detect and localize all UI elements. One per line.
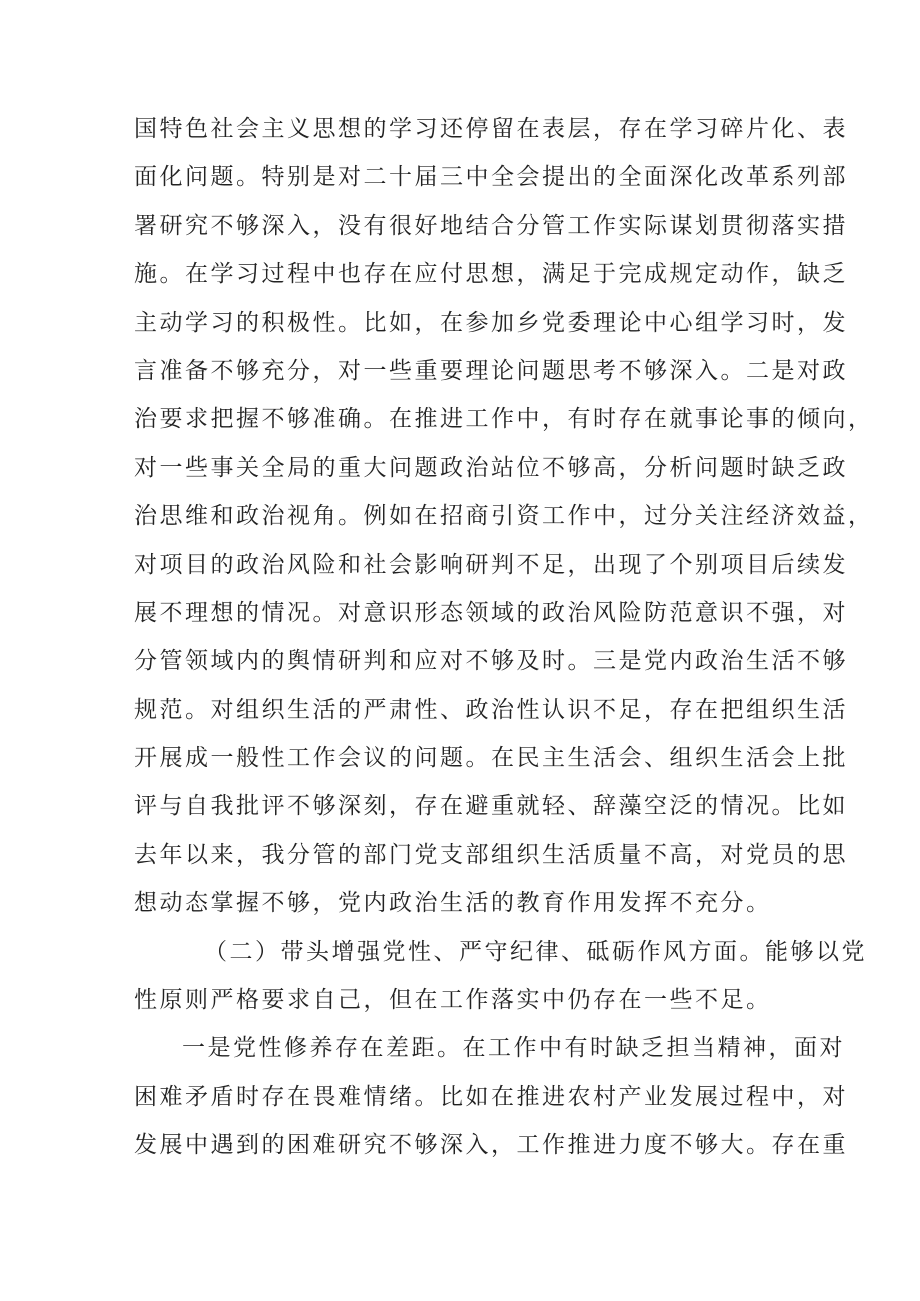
paragraph-line: （二）带头增强党性、严守纪律、砥砺作风方面。能够以党 <box>204 938 867 965</box>
paragraph-3 <box>134 1024 848 1169</box>
paragraph-line: 发展中遇到的困难研究不够深入，工作推进力度不够大。存在重 <box>134 1132 848 1159</box>
paragraph-line: 分管领域内的舆情研判和应对不够及时。三是党内政治生活不够 <box>134 648 848 675</box>
paragraph-line: 规范。对组织生活的严肃性、政治性认识不足，存在把组织生活 <box>134 696 848 723</box>
paragraph-line: 一是党性修养存在差距。在工作中有时缺乏担当精神，面对 <box>182 1035 845 1062</box>
paragraph-line: 开展成一般性工作会议的问题。在民主生活会、组织生活会上批 <box>134 745 848 772</box>
paragraph-line: 面化问题。特别是对二十届三中全会提出的全面深化改革系列部 <box>134 164 848 191</box>
document-body <box>134 105 874 1170</box>
paragraph-line: 治思维和政治视角。例如在招商引资工作中，过分关注经济效益， <box>134 503 874 530</box>
paragraph-line: 想动态掌握不够，党内政治生活的教育作用发挥不充分。 <box>134 890 772 917</box>
paragraph-line: 署研究不够深入，没有很好地结合分管工作实际谋划贯彻落实措 <box>134 212 848 239</box>
paragraph-line: 施。在学习过程中也存在应付思想，满足于完成规定动作，缺乏 <box>134 261 848 288</box>
paragraph-line: 对项目的政治风险和社会影响研判不足，出现了个别项目后续发 <box>134 551 848 578</box>
paragraph-line: 主动学习的积极性。比如，在参加乡党委理论中心组学习时，发 <box>134 309 848 336</box>
paragraph-line: 对一些事关全局的重大问题政治站位不够高，分析问题时缺乏政 <box>134 454 848 481</box>
paragraph-line: 国特色社会主义思想的学习还停留在表层，存在学习碎片化、表 <box>134 116 848 142</box>
paragraph-2 <box>134 928 867 1025</box>
paragraph-line: 评与自我批评不够深刻，存在避重就轻、辞藻空泛的情况。比如 <box>134 793 848 820</box>
paragraph-line: 去年以来，我分管的部门党支部组织生活质量不高，对党员的思 <box>134 841 848 868</box>
paragraph-line: 言准备不够充分，对一些重要理论问题思考不够深入。二是对政 <box>134 357 848 384</box>
paragraph-1 <box>134 105 874 928</box>
paragraph-line: 展不理想的情况。对意识形态领域的政治风险防范意识不强，对 <box>134 599 848 626</box>
paragraph-line: 困难矛盾时存在畏难情绪。比如在推进农村产业发展过程中，对 <box>134 1083 848 1110</box>
paragraph-line: 性原则严格要求自己，但在工作落实中仍存在一些不足。 <box>134 987 772 1014</box>
paragraph-line: 治要求把握不够准确。在推进工作中，有时存在就事论事的倾向， <box>134 406 874 433</box>
